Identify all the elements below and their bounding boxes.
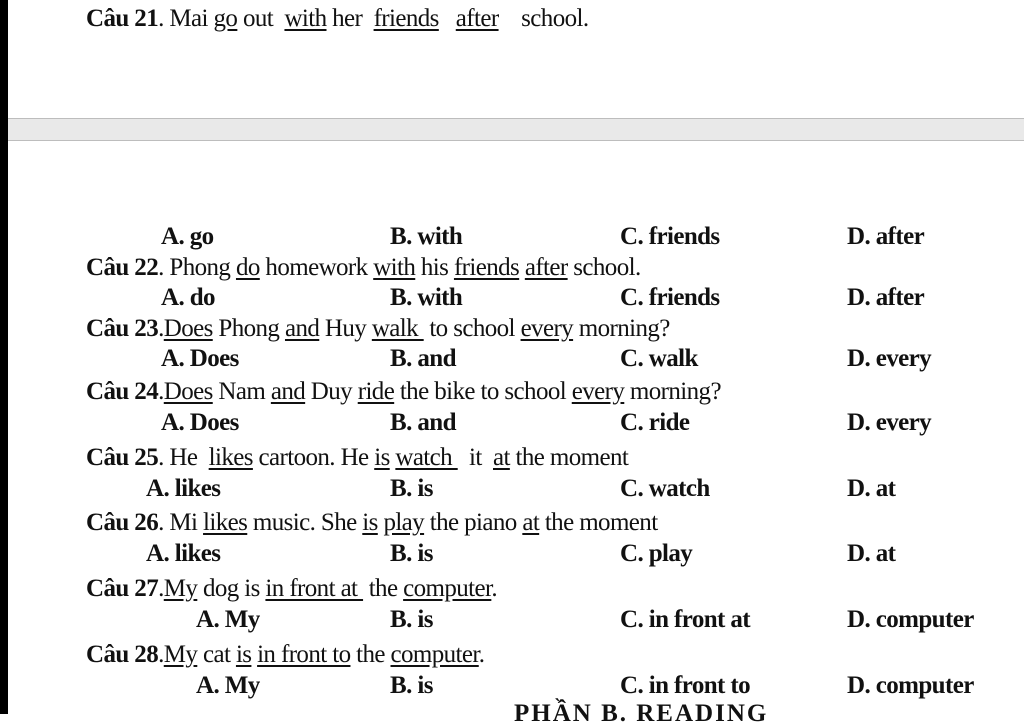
answer-option-c: C. ride (620, 409, 690, 436)
answer-option-b: B. is (390, 672, 433, 699)
answer-option-a: A. likes (146, 475, 221, 502)
underlined-word: is (235, 641, 252, 668)
answer-option-b: B. is (390, 606, 433, 633)
underlined-word: watch (395, 444, 458, 471)
underlined-word: friends (373, 5, 439, 32)
question-24 (86, 377, 721, 407)
question-22 (86, 253, 641, 283)
question-text: . Mai (158, 5, 214, 32)
question-28 (86, 640, 484, 670)
answer-option-d: D. every (847, 409, 932, 436)
answer-option-c: C. play (620, 540, 693, 567)
underlined-word: do (235, 254, 260, 281)
answer-option-a: A. go (161, 223, 214, 250)
underlined-word: in front at (265, 575, 364, 602)
answer-option-c: C. friends (620, 284, 720, 311)
underlined-word: with (373, 254, 416, 281)
underlined-word: ride (357, 378, 395, 405)
question-number: Câu 22 (86, 254, 159, 281)
question-text: . (158, 378, 164, 405)
underlined-word: in front to (257, 641, 351, 668)
question-text: the bike to school (394, 378, 572, 405)
question-23 (86, 314, 670, 344)
page-gap (8, 118, 1024, 141)
question-text: Huy (319, 315, 372, 342)
underlined-word: after (455, 5, 499, 32)
underlined-word: and (270, 378, 306, 405)
question-number: Câu 27 (86, 575, 159, 602)
question-text: . He (158, 444, 209, 471)
question-text: school. (498, 5, 589, 32)
question-number: Câu 24 (86, 378, 159, 405)
question-text: . (158, 315, 164, 342)
underlined-word: play (383, 509, 425, 536)
answer-option-d: D. computer (847, 672, 974, 699)
question-27 (86, 574, 497, 604)
underlined-word: at (522, 509, 540, 536)
underlined-word: My (163, 575, 198, 602)
answer-option-d: D. computer (847, 606, 974, 633)
answer-option-c: C. walk (620, 345, 698, 372)
question-text: music. She (247, 509, 363, 536)
underlined-word: My (163, 641, 198, 668)
underlined-word: is (362, 509, 378, 536)
answer-option-c: C. in front to (620, 672, 751, 699)
question-text: out (237, 5, 285, 32)
question-text: . (478, 641, 485, 668)
question-21 (86, 4, 588, 34)
answer-option-d: D. at (847, 475, 896, 502)
underlined-word: friends (453, 254, 520, 281)
answer-option-d: D. after (847, 223, 925, 250)
question-text: the (350, 641, 391, 668)
question-text: her (326, 5, 374, 32)
question-text: his (415, 254, 454, 281)
question-25 (86, 443, 628, 473)
underlined-word: after (524, 254, 568, 281)
question-text: the piano (424, 509, 523, 536)
answer-option-c: C. friends (620, 223, 720, 250)
question-text: the moment (509, 444, 629, 471)
question-text: the moment (539, 509, 658, 536)
question-text: to school (423, 315, 521, 342)
question-number: Câu 28 (86, 641, 159, 668)
question-text: homework (259, 254, 374, 281)
underlined-word: at (493, 444, 510, 471)
question-text: . (158, 641, 164, 668)
underlined-word: and (284, 315, 320, 342)
underlined-word: likes (203, 509, 248, 536)
question-text (439, 5, 456, 32)
answer-option-d: D. every (847, 345, 932, 372)
answer-option-b: B. is (390, 540, 433, 567)
question-text: Nam (212, 378, 271, 405)
question-text: morning? (573, 315, 670, 342)
question-text: dog is (197, 575, 266, 602)
underlined-word: likes (208, 444, 253, 471)
question-text: Duy (305, 378, 358, 405)
answer-option-a: A. likes (146, 540, 221, 567)
question-number: Câu 26 (86, 509, 159, 536)
question-text: Phong (212, 315, 285, 342)
question-number: Câu 25 (86, 444, 159, 471)
answer-option-d: D. at (847, 540, 896, 567)
question-text: school. (567, 254, 641, 281)
question-number: Câu 23 (86, 315, 159, 342)
answer-option-a: A. My (196, 606, 260, 633)
answer-option-a: A. Does (161, 345, 239, 372)
underlined-word: every (520, 315, 574, 342)
answer-option-a: A. Does (161, 409, 239, 436)
question-text: cartoon. He (252, 444, 375, 471)
answer-option-b: B. and (390, 345, 456, 372)
question-text: it (457, 444, 493, 471)
question-text: the (363, 575, 404, 602)
underlined-word: Does (163, 315, 213, 342)
next-section-heading: PHẦN B. READING (514, 700, 769, 727)
answer-option-b: B. is (390, 475, 433, 502)
answer-option-b: B. with (390, 284, 463, 311)
question-26 (86, 508, 658, 538)
underlined-word: computer (403, 575, 492, 602)
question-text: . (158, 575, 164, 602)
question-text: . Mi (158, 509, 204, 536)
underlined-word: walk (371, 315, 424, 342)
answer-option-a: A. My (196, 672, 260, 699)
underlined-word: go (213, 5, 238, 32)
answer-option-b: B. and (390, 409, 456, 436)
answer-option-c: C. in front at (620, 606, 751, 633)
question-text: . (491, 575, 497, 602)
question-text: morning? (624, 378, 721, 405)
answer-option-c: C. watch (620, 475, 710, 502)
underlined-word: with (284, 5, 327, 32)
answer-option-a: A. do (161, 284, 215, 311)
underlined-word: every (571, 378, 625, 405)
underlined-word: Does (163, 378, 213, 405)
question-text: . Phong (158, 254, 236, 281)
question-number: Câu 21 (86, 5, 159, 32)
underlined-word: computer (390, 641, 479, 668)
question-text: cat (197, 641, 236, 668)
answer-option-d: D. after (847, 284, 925, 311)
window-left-edge (0, 0, 8, 714)
underlined-word: is (374, 444, 390, 471)
answer-option-b: B. with (390, 223, 463, 250)
